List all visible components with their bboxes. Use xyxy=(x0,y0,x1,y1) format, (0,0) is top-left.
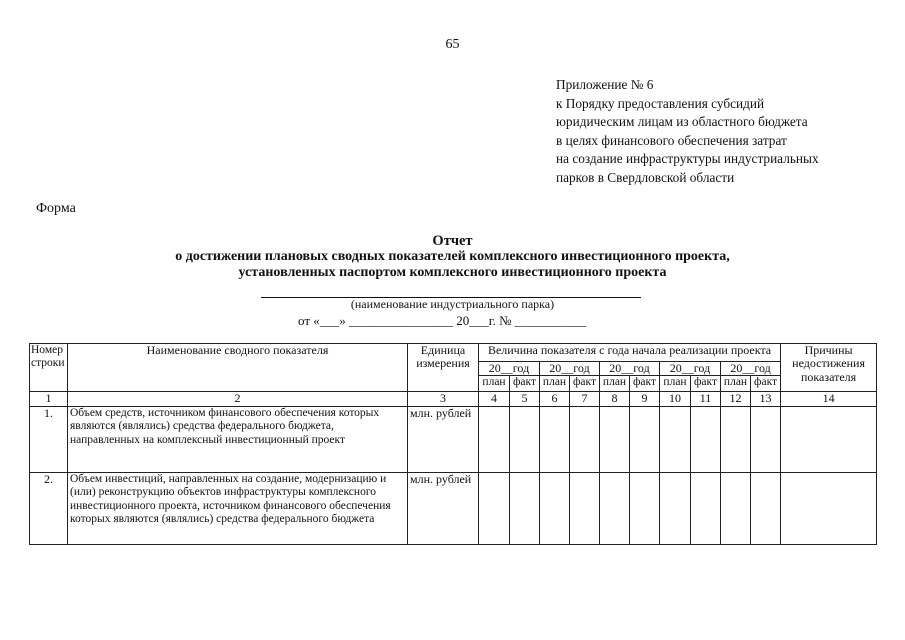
header-plan: план xyxy=(721,376,751,392)
report-table xyxy=(29,343,877,545)
value-cell[interactable] xyxy=(570,406,600,472)
column-number: 12 xyxy=(721,392,751,406)
column-number: 3 xyxy=(408,392,479,406)
table-row xyxy=(30,472,877,544)
column-number: 11 xyxy=(691,392,721,406)
header-fact: факт xyxy=(691,376,721,392)
header-reasons: Причины недостижения показателя xyxy=(781,344,877,392)
column-number: 2 xyxy=(68,392,408,406)
header-year: 20__год xyxy=(721,362,781,376)
header-fact: факт xyxy=(570,376,600,392)
value-cell[interactable] xyxy=(479,472,510,544)
reason-cell[interactable] xyxy=(781,406,877,472)
title-line: о достижении плановых сводных показателей комплексного инвестиционного проекта, xyxy=(175,249,730,264)
value-cell[interactable] xyxy=(540,406,570,472)
header-year: 20__год xyxy=(479,362,540,376)
column-number: 5 xyxy=(510,392,540,406)
appendix-line: на создание инфраструктуры индустриальных xyxy=(556,151,819,167)
header-year: 20__год xyxy=(540,362,600,376)
value-cell[interactable] xyxy=(751,406,781,472)
value-cell[interactable] xyxy=(630,406,660,472)
value-cell[interactable] xyxy=(479,406,510,472)
value-cell[interactable] xyxy=(691,472,721,544)
header-fact: факт xyxy=(630,376,660,392)
row-number: 2. xyxy=(30,472,68,544)
appendix-header xyxy=(556,76,819,188)
value-cell[interactable] xyxy=(660,406,691,472)
appendix-line: парков в Свердловской области xyxy=(556,169,735,185)
column-number: 9 xyxy=(630,392,660,406)
row-number: 1. xyxy=(30,406,68,472)
column-number: 6 xyxy=(540,392,570,406)
header-plan: план xyxy=(660,376,691,392)
value-cell[interactable] xyxy=(570,472,600,544)
row-indicator-name: Объем инвестиций, направленных на создание, модернизацию и (или) реконструкцию объектов инфраструктуры комплексного инвестиционного проекта, источником финансового обеспечения которых являются (являлись) средства федерального бюджета xyxy=(68,472,408,544)
reason-cell[interactable] xyxy=(781,472,877,544)
value-cell[interactable] xyxy=(510,406,540,472)
column-number: 4 xyxy=(479,392,510,406)
column-number: 13 xyxy=(751,392,781,406)
column-number: 7 xyxy=(570,392,600,406)
form-label: Форма xyxy=(36,201,76,216)
title-line: Отчет xyxy=(432,233,473,249)
row-unit: млн. рублей xyxy=(408,406,479,472)
header-plan: план xyxy=(540,376,570,392)
header-value-group: Величина показателя с года начала реализации проекта xyxy=(479,344,781,362)
value-cell[interactable] xyxy=(660,472,691,544)
value-cell[interactable] xyxy=(751,472,781,544)
value-cell[interactable] xyxy=(630,472,660,544)
header-year: 20__год xyxy=(660,362,721,376)
page-number: 65 xyxy=(445,37,460,52)
value-cell[interactable] xyxy=(721,406,751,472)
column-number: 10 xyxy=(660,392,691,406)
header-fact: факт xyxy=(751,376,781,392)
row-indicator-name: Объем средств, источником финансового обеспечения которых являются (являлись) средства федерального бюджета, направленных на комплексный инвестиционный проект xyxy=(68,406,408,472)
header-row-number: Номер строки xyxy=(30,344,68,392)
table-row xyxy=(30,406,877,472)
header-plan: план xyxy=(479,376,510,392)
value-cell[interactable] xyxy=(510,472,540,544)
header-plan: план xyxy=(600,376,630,392)
appendix-line: Приложение № 6 xyxy=(556,77,654,92)
appendix-line: юридическим лицам из областного бюджета xyxy=(556,114,808,130)
column-number: 1 xyxy=(30,392,68,406)
column-number: 14 xyxy=(781,392,877,406)
value-cell[interactable] xyxy=(540,472,570,544)
column-number: 8 xyxy=(600,392,630,406)
date-number-line: от «___» ________________ 20___г. № ___________ xyxy=(298,313,587,328)
value-cell[interactable] xyxy=(691,406,721,472)
value-cell[interactable] xyxy=(600,406,630,472)
appendix-line: к Порядку предоставления субсидий xyxy=(556,95,765,111)
row-unit: млн. рублей xyxy=(408,472,479,544)
value-cell[interactable] xyxy=(600,472,630,544)
header-fact: факт xyxy=(510,376,540,392)
header-unit: Единица измерения xyxy=(408,344,479,392)
title-line: установленных паспортом комплексного инвестиционного проекта xyxy=(238,265,667,280)
appendix-line: в целях финансового обеспечения затрат xyxy=(556,132,787,148)
value-cell[interactable] xyxy=(721,472,751,544)
header-year: 20__год xyxy=(600,362,660,376)
report-title xyxy=(0,233,905,281)
header-indicator-name: Наименование сводного показателя xyxy=(68,344,408,392)
park-name-caption: (наименование индустриального парка) xyxy=(350,297,555,311)
